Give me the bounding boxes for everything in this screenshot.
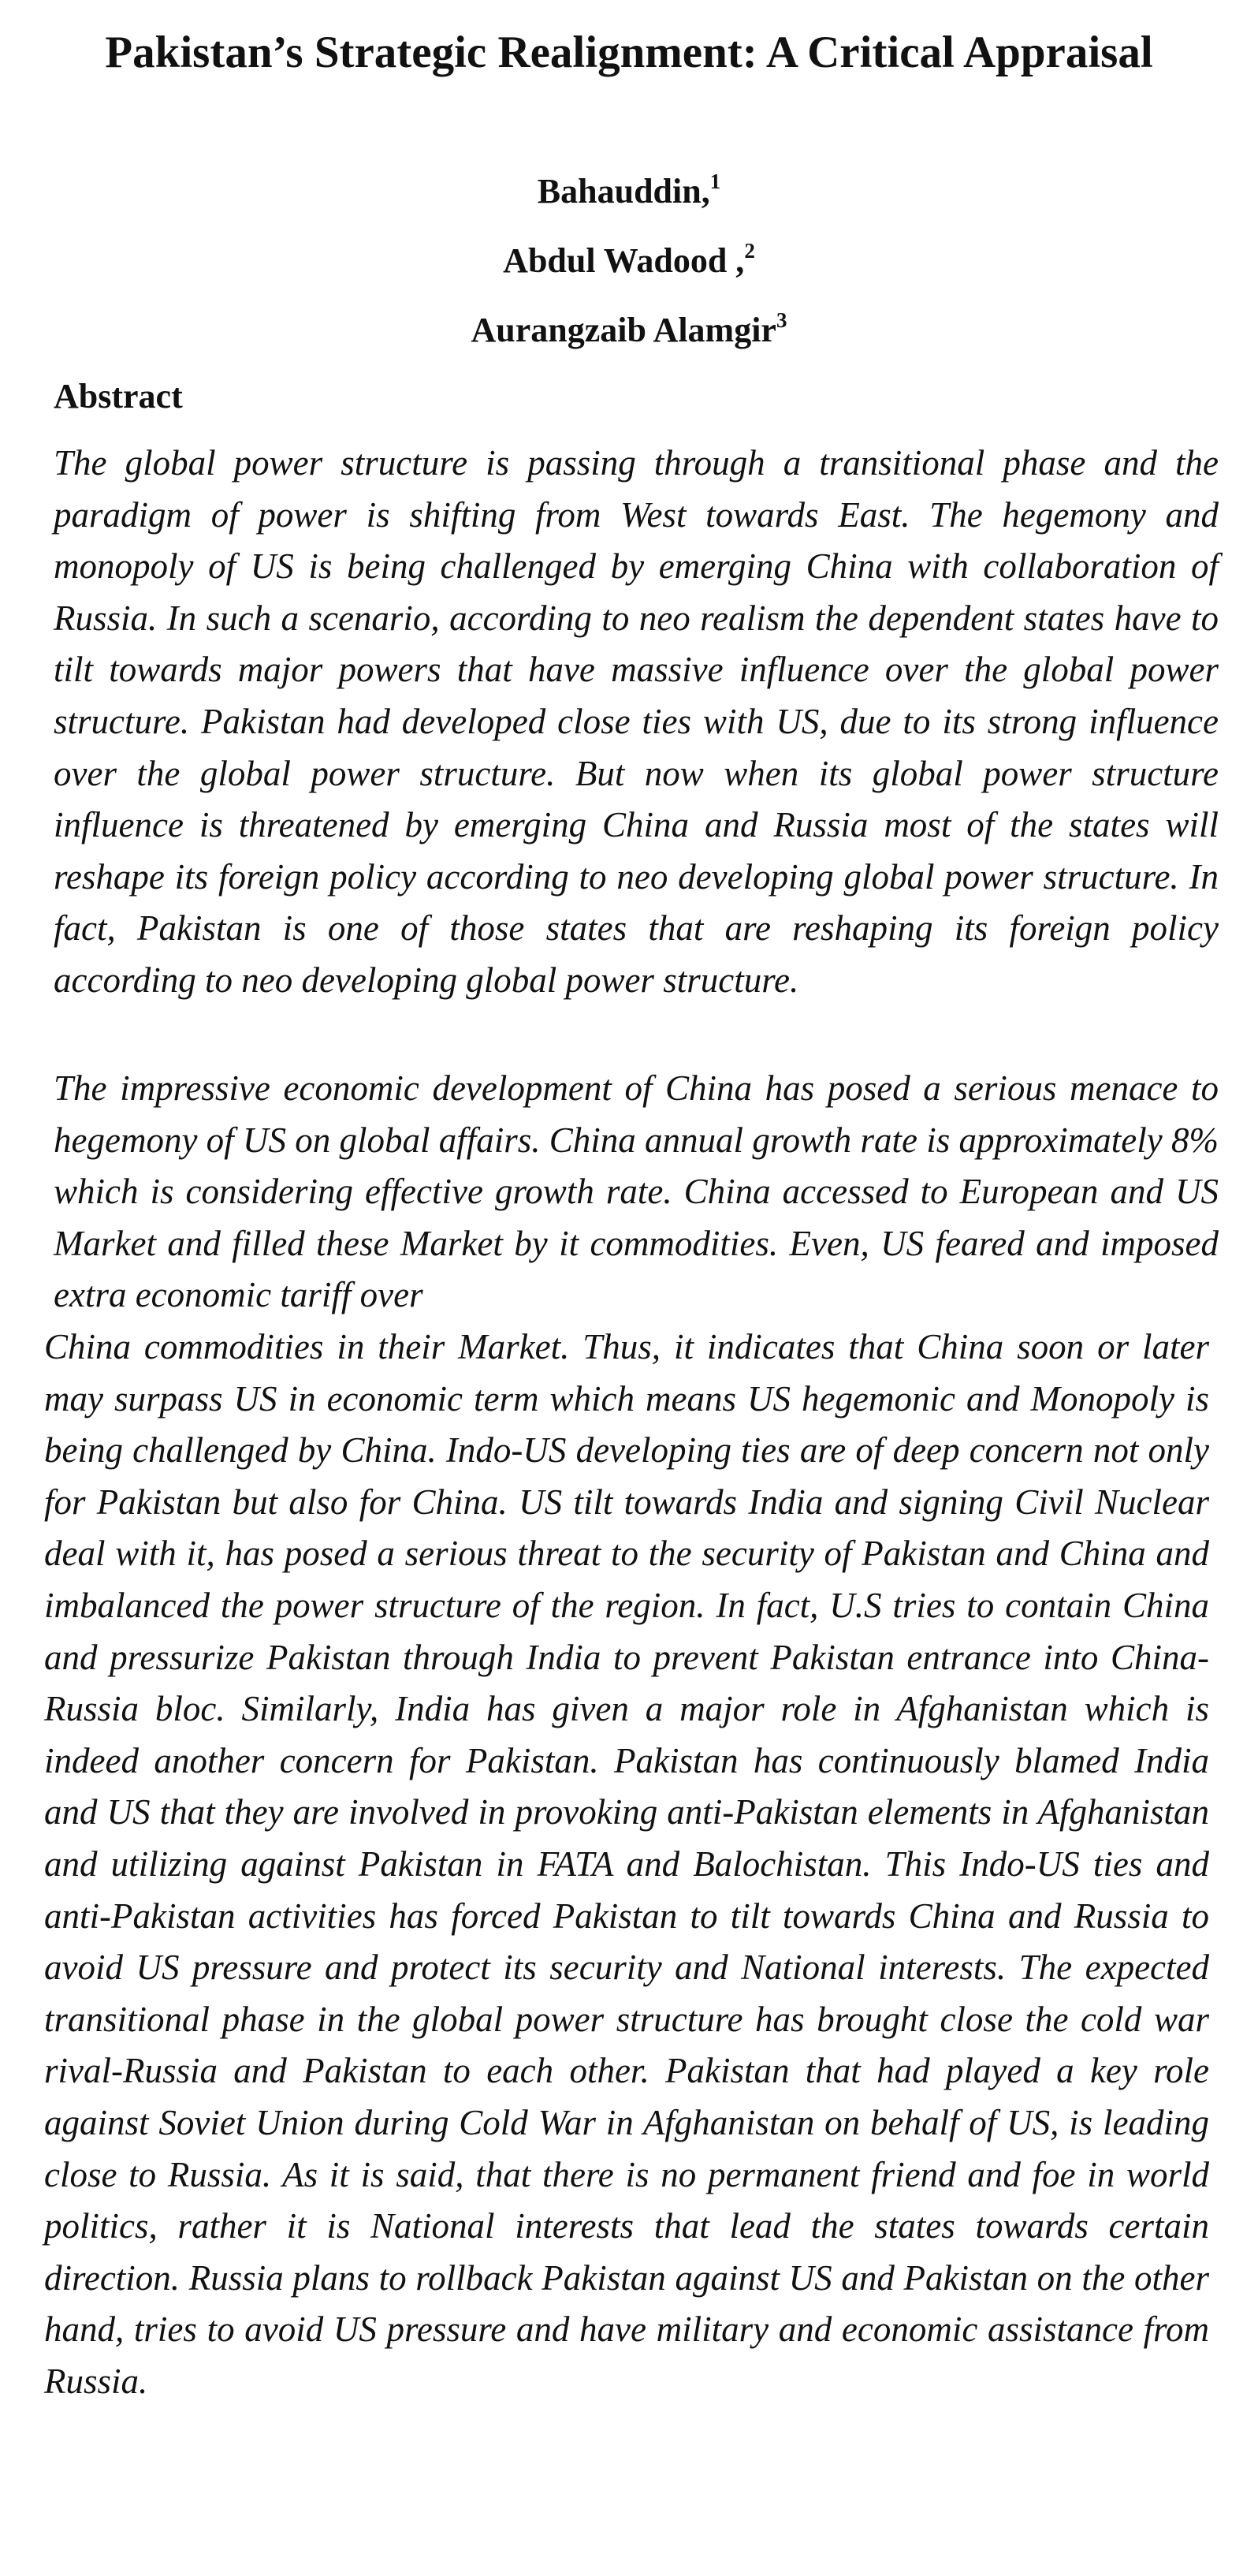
author-affiliation-marker: 3 (776, 308, 787, 332)
author-name: Aurangzaib Alamgir (471, 311, 776, 349)
abstract-paragraph-2: The impressive economic development of China has posed a serious menace to hegemony of US on global affairs. China annual growth rate is approximately 8% which is considering effective growth rate. China accessed to European and US Market and filled these Market by it commodities. Even, US feared and imposed extra economic tariff over (54, 1068, 1219, 1315)
abstract-heading: Abstract (54, 377, 183, 416)
paper-title: Pakistan’s Strategic Realignment: A Critical Appraisal (105, 28, 1153, 77)
author-3 (0, 303, 1258, 358)
author-name: Abdul Wadood , (503, 241, 745, 280)
author-affiliation-marker: 1 (709, 170, 721, 193)
author-2 (0, 233, 1258, 289)
author-1 (0, 164, 1258, 219)
author-name: Bahauddin, (537, 172, 710, 211)
abstract-paragraph-3: China commodities in their Market. Thus, it indicates that China soon or later may surpass US in economic term which means US hegemonic and Monopoly is being challenged by China. Indo-US developing ties are of deep concern not only for Pakistan but also for China. US tilt towards India and signing Civil Nuclear deal with it, has posed a serious threat to the security of Pakistan and China and imbalanced the power structure of the region. In fact, U.S tries to contain China and pressurize Pakistan through India to prevent Pakistan entrance into China-Russia bloc. Similarly, India has given a major role in Afghanistan which is indeed another concern for Pakistan. Pakistan has continuously blamed India and US that they are involved in provoking anti-Pakistan elements in Afghanistan and utilizing against Pakistan in FATA and Balochistan. This Indo-US ties and anti-Pakistan activities has forced Pakistan to tilt towards China and Russia to avoid US pressure and protect its security and National interests. The expected transitional phase in the global power structure has brought close the cold war rival-Russia and Pakistan to each other. Pakistan that had played a key role against Soviet Union during Cold War in Afghanistan on behalf of US, is leading close to Russia. As it is said, that there is no permanent friend and foe in world politics, rather it is National interests that lead the states towards certain direction. Russia plans to rollback Pakistan against US and Pakistan on the other hand, tries to avoid US pressure and have military and economic assistance from Russia. (44, 1327, 1209, 2401)
abstract-paragraph-1: The global power structure is passing through a transitional phase and the paradigm of power is shifting from West towards East. The hegemony and monopoly of US is being challenged by emerging China with collaboration of Russia. In such a scenario, according to neo realism the dependent states have to tilt towards major powers that have massive influence over the global power structure. Pakistan had developed close ties with US, due to its strong influence over the global power structure. But now when its global power structure influence is threatened by emerging China and Russia most of the states will reshape its foreign policy according to neo developing global power structure. In fact, Pakistan is one of those states that are reshaping its foreign policy according to neo developing global power structure. (54, 443, 1219, 1000)
author-affiliation-marker: 2 (744, 239, 755, 263)
